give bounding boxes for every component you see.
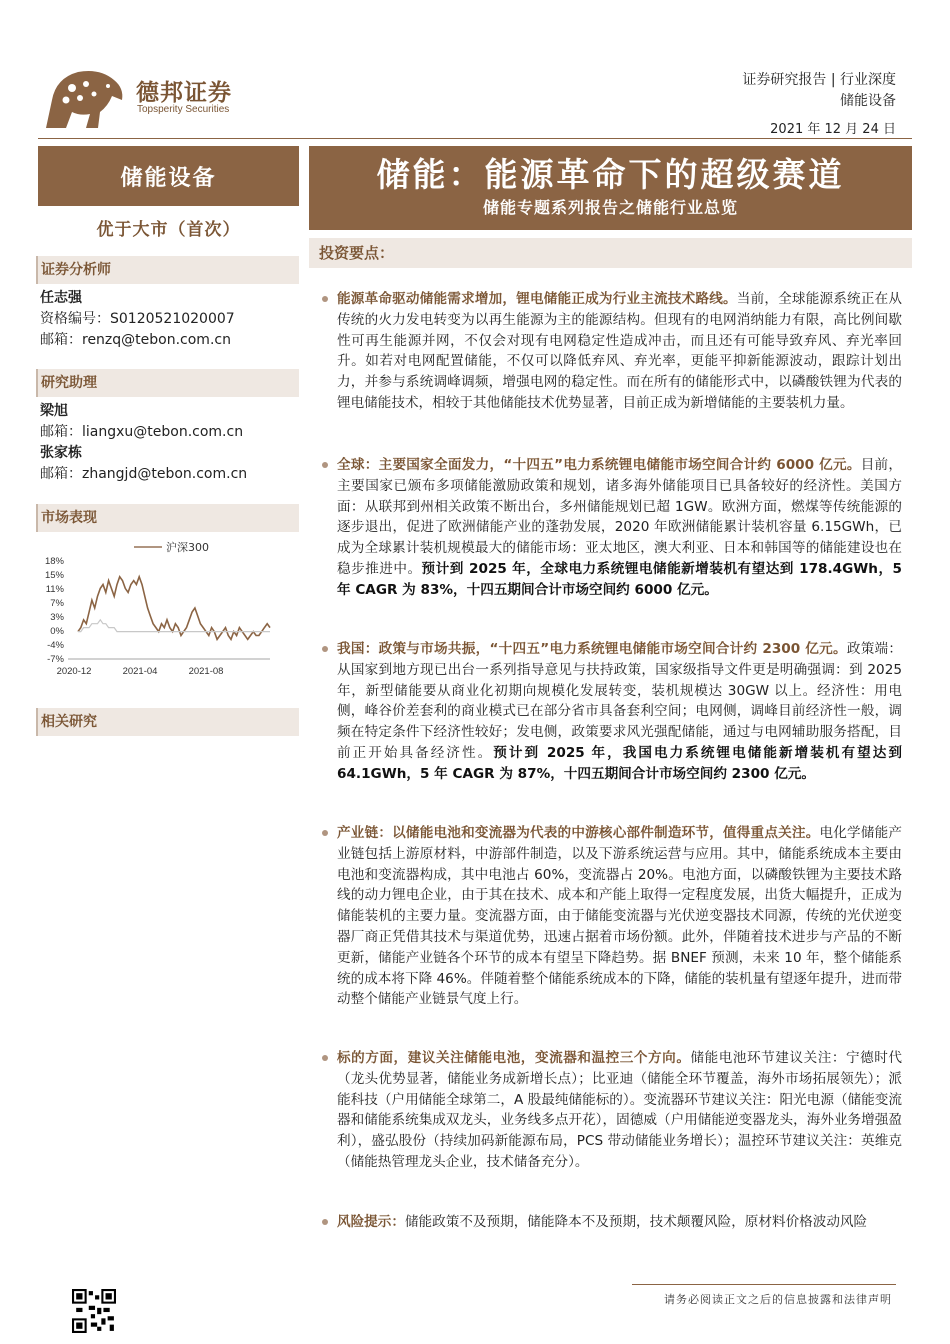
legend-label: 沪深300 (166, 541, 209, 554)
point-heading: 全球：主要国家全面发力，“十四五”电力系统锂电储能市场空间合计约 6000 亿元。 (337, 457, 861, 473)
bullet-icon (322, 830, 328, 836)
y-tick-label: 11% (45, 584, 64, 595)
qr-code-icon[interactable] (72, 1289, 116, 1333)
point-heading: 能源革命驱动储能需求增加，锂电储能正成为行业主流技术路线。 (337, 291, 737, 307)
assistant-info (40, 401, 247, 485)
header-sector: 储能设备 (840, 93, 896, 109)
assistant-section-head: 研究助理 (38, 369, 299, 397)
market-section-head: 市场表现 (38, 504, 299, 532)
y-tick-label: 3% (50, 612, 64, 623)
report-type-block (742, 70, 896, 112)
x-tick-label: 2021-08 (188, 666, 224, 677)
analyst-name: 任志强 (40, 290, 82, 306)
point-heading: 标的方面，建议关注储能电池，变流器和温控三个方向。 (337, 1050, 691, 1066)
y-tick-label: -7% (47, 654, 64, 665)
rating: 优于大市（首次） (96, 220, 241, 240)
point-risk (322, 1212, 902, 1233)
point-body: 目前，主要国家已颁布多项储能激励政策和规划，诸多海外储能项目已具备较好的经济性。美国方面：从联邦到州相关政策不断出台，多州储能规划已超 1GW。欧洲方面，燃煤等传统能源的逐步退出，促进了欧洲储能产业的蓬勃发展，2020 年欧洲储能累计装机容量 6.15GWh，已成为全球累计装机规模最大的储能市场：亚太地区，澳大利亚、日本和韩国等的储能建设也在稳步推进中。 (337, 457, 903, 577)
title-box (309, 146, 912, 230)
bullet-icon (322, 462, 328, 468)
point-china-market (322, 639, 902, 785)
analyst-info (40, 288, 235, 351)
y-tick-label: 15% (44, 570, 64, 581)
x-tick-label: 2021-04 (122, 666, 158, 677)
chart-svg (38, 535, 300, 685)
point-heading: 风险提示： (337, 1214, 405, 1230)
y-tick-label: 7% (50, 598, 64, 609)
series-line-sector (78, 577, 270, 640)
point-body: 电化学储能产业链包括上游原材料，中游部件制造，以及下游系统运营与应用。其中，储能系统成本主要由电池和变流器构成，其中电池占 60%，变流器占 20%。电池方面，以磷酸铁锂为主要技术路线的动力锂电企业，由于其在技术、成本和产能上取得一定程度发展，出货大幅提升，正成为储能装机的主要力量。变流器方面，由于储能变流器与光伏逆变器技术同源，传统的光伏逆变器厂商正凭借其技术与渠道优势，迅速占据着市场份额。此外，伴随着技术进步与产品的不断更新，储能产业链各个环节的成本有望呈下降趋势。据 BNEF 预测，未来 10 年，整个储能系统的成本将下降 46%。伴随着整个储能系统成本的下降，储能的装机量有望逐年提升，进而带动整个储能产业链景气度上行。 (337, 825, 903, 1008)
cheetah-logo-icon (42, 66, 128, 132)
point-body: 政策端：从国家到地方现已出台一系列指导意见与扶持政策，国家级指导文件更是明确强调：到 2025 年，新型储能要从商业化初期向规模化发展转变，装机规模达 30GW 以上。经济性：用电侧，峰谷价差套利的商业模式已在部分省市具备套利空间；电网侧，调峰目前经济性一般，调频在特定条件下经济性较好；发电侧，政策要求风光强配储能，通过与电网辅助服务搭配，目前正开始具备经济性。 (337, 641, 903, 761)
point-forecast: 预计到 2025 年，全球电力系统锂电储能新增装机有望达到 178.4GWh，5 年 CAGR 为 83%，十四五期间合计市场空间约 6000 亿元。 (337, 560, 902, 598)
y-tick-label: 18% (44, 556, 64, 567)
point-heading: 我国：政策与市场共振，“十四五”电力系统锂电储能市场空间合计约 2300 亿元。 (337, 641, 847, 657)
assistant1-name: 梁旭 (40, 403, 68, 419)
report-type: 证券研究报告 | 行业深度 (742, 72, 896, 88)
header-divider (38, 138, 912, 139)
bullet-icon (322, 1219, 328, 1225)
assistant2-email[interactable]: 邮箱：zhangjd@tebon.com.cn (40, 466, 248, 482)
logo-english-name: Topsperity Securities (137, 104, 230, 115)
point-industry-chain (322, 823, 902, 1010)
report-subtitle: 储能专题系列报告之储能行业总览 (482, 198, 738, 217)
market-performance-chart (38, 535, 300, 685)
bullet-icon (322, 646, 328, 652)
investment-highlights-head: 投资要点： (309, 238, 912, 268)
related-section-head: 相关研究 (38, 708, 299, 736)
bullet-icon (322, 296, 328, 302)
y-tick-label: 0% (50, 626, 64, 637)
point-targets (322, 1048, 902, 1173)
point-forecast: 预计到 2025 年，我国电力系统锂电储能新增装机有望达到 64.1GWh，5 年 CAGR 为 87%，十四五期间合计市场空间约 2300 亿元。 (337, 744, 902, 782)
analyst-id: 资格编号：S0120521020007 (40, 311, 235, 327)
point-energy-revolution (322, 289, 902, 414)
point-heading: 产业链：以储能电池和变流器为代表的中游核心部件制造环节，值得重点关注。 (337, 825, 820, 841)
report-title: 储能：能源革命下的超级赛道 (376, 155, 845, 194)
point-body: 储能电池环节建议关注：宁德时代（龙头优势显著，储能业务成新增长点）；比亚迪（储能全环节覆盖，海外市场拓展领先）；派能科技（户用储能全球第二，A 股最纯储能标的）。变流器环节建议关注：阳光电源（储能变流器和储能系统集成双龙头，业务线多点开花），固德威（户用储能逆变器龙头，海外业务增强盈利），盛弘股份（持续加码新能源布局，PCS 带动储能业务增长）；温控环节建议关注：英维克（储能热管理龙头企业，技术储备充分）。 (337, 1050, 903, 1170)
report-date: 2021 年 12 月 24 日 (770, 122, 896, 137)
x-tick-label: 2020-12 (56, 666, 92, 677)
footer-divider (632, 1284, 896, 1285)
assistant2-name: 张家栋 (40, 445, 82, 461)
assistant1-email[interactable]: 邮箱：liangxu@tebon.com.cn (40, 424, 244, 440)
y-tick-label: -4% (47, 640, 64, 651)
point-body: 当前，全球能源系统正在从传统的火力发电转变为以再生能源为主的能源结构。但现有的电网消纳能力有限，高比例间歇性可再生能源并网，不仅会对现有电网稳定性造成冲击，而且还有可能导致弃风、弃光率回升。如若对电网配置储能，不仅可以降低弃风、弃光率，更能平抑新能源波动，跟踪计划出力，并参与系统调峰调频，增强电网的稳定性。而在所有的储能形式中，以磷酸铁锂为代表的锂电储能技术，相较于其他储能技术优势显著，目前正成为新增储能的主要装机力量。 (337, 291, 903, 411)
sector-box: 储能设备 (38, 146, 299, 206)
point-body: 储能政策不及预期，储能降本不及预期，技术颠覆风险，原材料价格波动风险 (404, 1214, 868, 1230)
point-global-market (322, 455, 902, 601)
analyst-section-head: 证券分析师 (38, 256, 299, 284)
footer-disclaimer: 请务必阅读正文之后的信息披露和法律声明 (664, 1293, 892, 1306)
logo-chinese-name: 德邦证券 (136, 80, 232, 106)
company-logo (42, 66, 252, 132)
analyst-email[interactable]: 邮箱：renzq@tebon.com.cn (40, 332, 231, 348)
bullet-icon (322, 1055, 328, 1061)
